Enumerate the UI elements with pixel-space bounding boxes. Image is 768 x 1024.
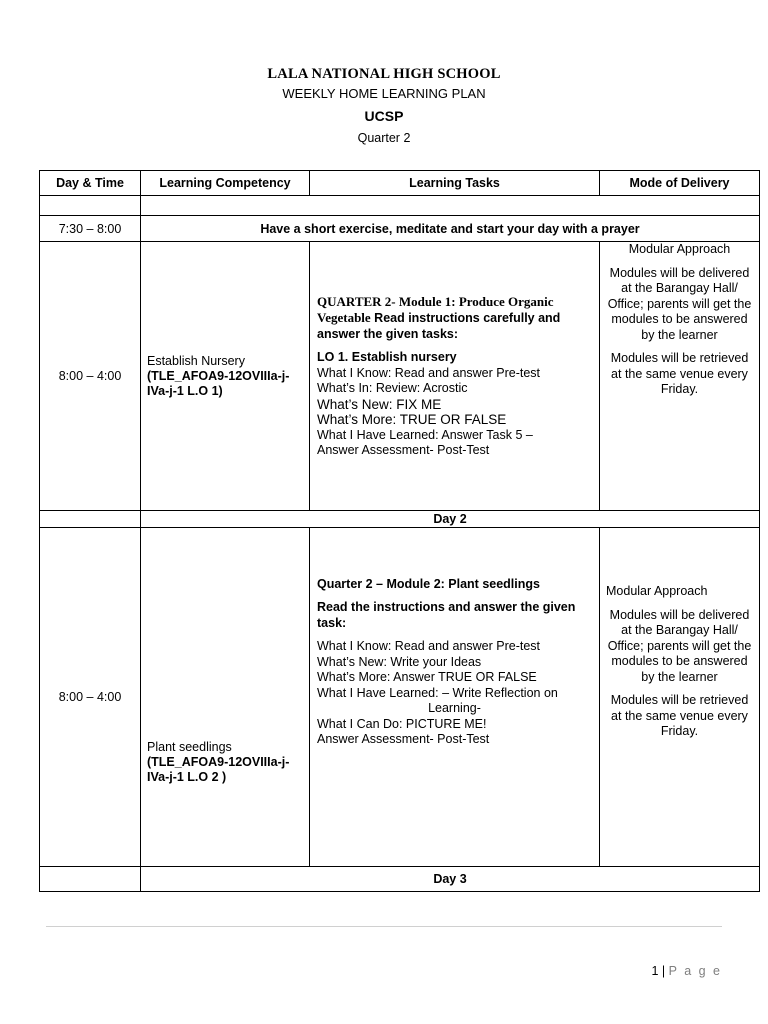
page-word: P a g e [668, 964, 722, 978]
empty-cell [40, 867, 141, 892]
day1-mode [600, 242, 760, 511]
day1-tasks [310, 242, 600, 511]
day1-competency-code: (TLE_AFOA9-12OVIIIa-j-IVa-j-1 L.O 1) [147, 368, 290, 398]
day1-mode-title: Modular Approach [628, 242, 731, 256]
table-header-row [40, 171, 760, 196]
list-item: What I Can Do: PICTURE ME! [317, 716, 487, 731]
day2-time: 8:00 – 4:00 [40, 528, 141, 867]
day2-tasks [310, 528, 600, 867]
day2-mode-delivery: Modules will be delivered at the Barangay Hall/ Office; parents will get the modules to be answered by the learner [607, 607, 752, 684]
weekly-plan-table [39, 170, 760, 892]
column-header-competency: Learning Competency [141, 171, 310, 196]
day1-competency [141, 242, 310, 511]
list-item: What I Know: Read and answer Pre-test [317, 639, 541, 653]
table-row-exercise [40, 216, 760, 242]
empty-cell [40, 511, 141, 528]
day1-time: 8:00 – 4:00 [40, 242, 141, 511]
page-footer [651, 964, 722, 978]
day3-label: Day 3 [141, 867, 760, 892]
school-name: LALA NATIONAL HIGH SCHOOL [267, 66, 501, 82]
list-item: What I Have Learned: – Write Reflection on [317, 685, 558, 700]
quarter-label: Quarter 2 [357, 131, 411, 145]
table-row-day3-label [40, 867, 760, 892]
exercise-time: 7:30 – 8:00 [40, 216, 141, 242]
exercise-text: Have a short exercise, meditate and start your day with a prayer [141, 216, 760, 242]
day2-competency-text: Plant seedlings [147, 739, 232, 754]
page-separator: | [661, 964, 666, 978]
table-row-spacer [40, 196, 760, 216]
day1-module-title-rest: Read instructions carefully and answer the given tasks: [317, 311, 561, 341]
day1-lo: LO 1. Establish nursery [317, 350, 457, 364]
day2-instruction: Read the instructions and answer the given task: [317, 600, 576, 630]
day2-label: Day 2 [141, 511, 760, 528]
list-item: Answer Assessment- Post-Test [317, 443, 490, 457]
day1-competency-text: Establish Nursery [147, 353, 245, 368]
column-header-mode: Mode of Delivery [600, 171, 760, 196]
day2-module-title: Quarter 2 – Module 2: Plant seedlings [317, 576, 540, 591]
empty-cell [40, 196, 141, 216]
list-item: Answer Assessment- Post-Test [317, 732, 490, 746]
day1-mode-retrieval: Modules will be retrieved at the same venue every Friday. [610, 351, 749, 396]
day2-mode [600, 528, 760, 867]
table-row-day2-label [40, 511, 760, 528]
day1-module-title-serif: QUARTER 2- Module 1: Produce Organic Vegetable [317, 293, 554, 325]
empty-cell [141, 196, 760, 216]
list-item: What I Have Learned: Answer Task 5 – [317, 427, 533, 442]
day2-mode-retrieval: Modules will be retrieved at the same venue every Friday. [610, 693, 749, 739]
list-item: What’s More: TRUE OR FALSE [317, 412, 507, 427]
subject-title: UCSP [364, 108, 404, 124]
plan-title: WEEKLY HOME LEARNING PLAN [282, 86, 486, 101]
day1-module-title [317, 294, 592, 343]
day2-competency-code: (TLE_AFOA9-12OVIIIa-j-IVa-j-1 L.O 2 ) [147, 754, 290, 784]
list-item: What I Know: Read and answer Pre-test [317, 365, 541, 380]
list-item: Learning- [428, 701, 481, 715]
day2-competency [141, 528, 310, 867]
table-row-day1 [40, 242, 760, 511]
list-item: What’s More: Answer TRUE OR FALSE [317, 670, 537, 684]
table-row-day2 [40, 528, 760, 867]
list-item: What’s New: Write your Ideas [317, 654, 482, 669]
column-header-day-time: Day & Time [40, 171, 141, 196]
day2-mode-title: Modular Approach [606, 584, 708, 599]
footer-divider [46, 926, 722, 927]
column-header-tasks: Learning Tasks [310, 171, 600, 196]
list-item: What’s In: Review: Acrostic [317, 381, 468, 395]
list-item: What’s New: FIX ME [317, 396, 442, 412]
day1-mode-delivery: Modules will be delivered at the Barangay Hall/ Office; parents will get the modules to be answered by the learner [607, 265, 752, 342]
page-number: 1 [651, 964, 659, 978]
